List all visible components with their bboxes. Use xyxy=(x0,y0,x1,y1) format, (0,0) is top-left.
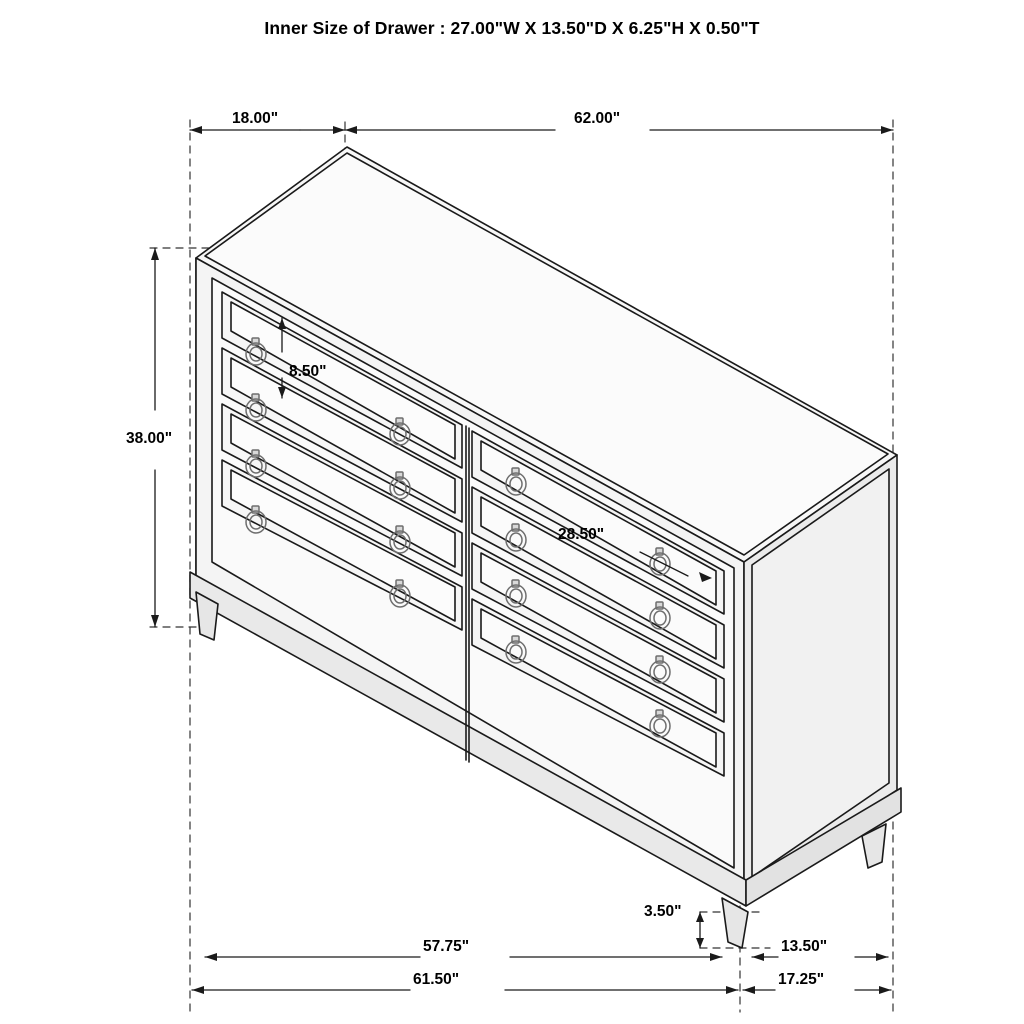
arrow-5775-left xyxy=(205,953,217,961)
arrow-height-top xyxy=(151,248,159,260)
arrow-height-bottom xyxy=(151,615,159,627)
dim-label-inner-bottom-depth: 13.50" xyxy=(781,938,828,955)
dim-label-depth-top: 18.00" xyxy=(232,110,279,127)
dim-label-outer-bottom-width: 61.50" xyxy=(413,971,460,988)
arrow-5775-right xyxy=(710,953,722,961)
arrow-1725-right xyxy=(879,986,891,994)
arrow-width-right xyxy=(881,126,893,134)
dim-label-leg-height: 3.50" xyxy=(644,903,682,920)
dim-label-drawer-height: 8.50" xyxy=(289,363,327,380)
arrow-width-left xyxy=(345,126,357,134)
dim-label-inner-bottom-width: 57.75" xyxy=(423,938,470,955)
arrow-1725-left xyxy=(743,986,755,994)
arrow-6150-left xyxy=(192,986,204,994)
dim-label-height: 38.00" xyxy=(126,430,173,447)
arrow-depth-right xyxy=(333,126,345,134)
page-title: Inner Size of Drawer : 27.00"W X 13.50"D X 6.25"H X 0.50"T xyxy=(264,18,760,38)
dim-label-drawer-width: 28.50" xyxy=(558,526,605,543)
arrow-1350-right xyxy=(876,953,888,961)
dim-label-outer-bottom-depth: 17.25" xyxy=(778,971,825,988)
arrow-6150-right xyxy=(726,986,738,994)
arrow-leg-bottom xyxy=(696,938,704,948)
arrow-1350-left xyxy=(752,953,764,961)
arrow-depth-left xyxy=(190,126,202,134)
arrow-leg-top xyxy=(696,912,704,922)
dim-label-width-top: 62.00" xyxy=(574,110,621,127)
